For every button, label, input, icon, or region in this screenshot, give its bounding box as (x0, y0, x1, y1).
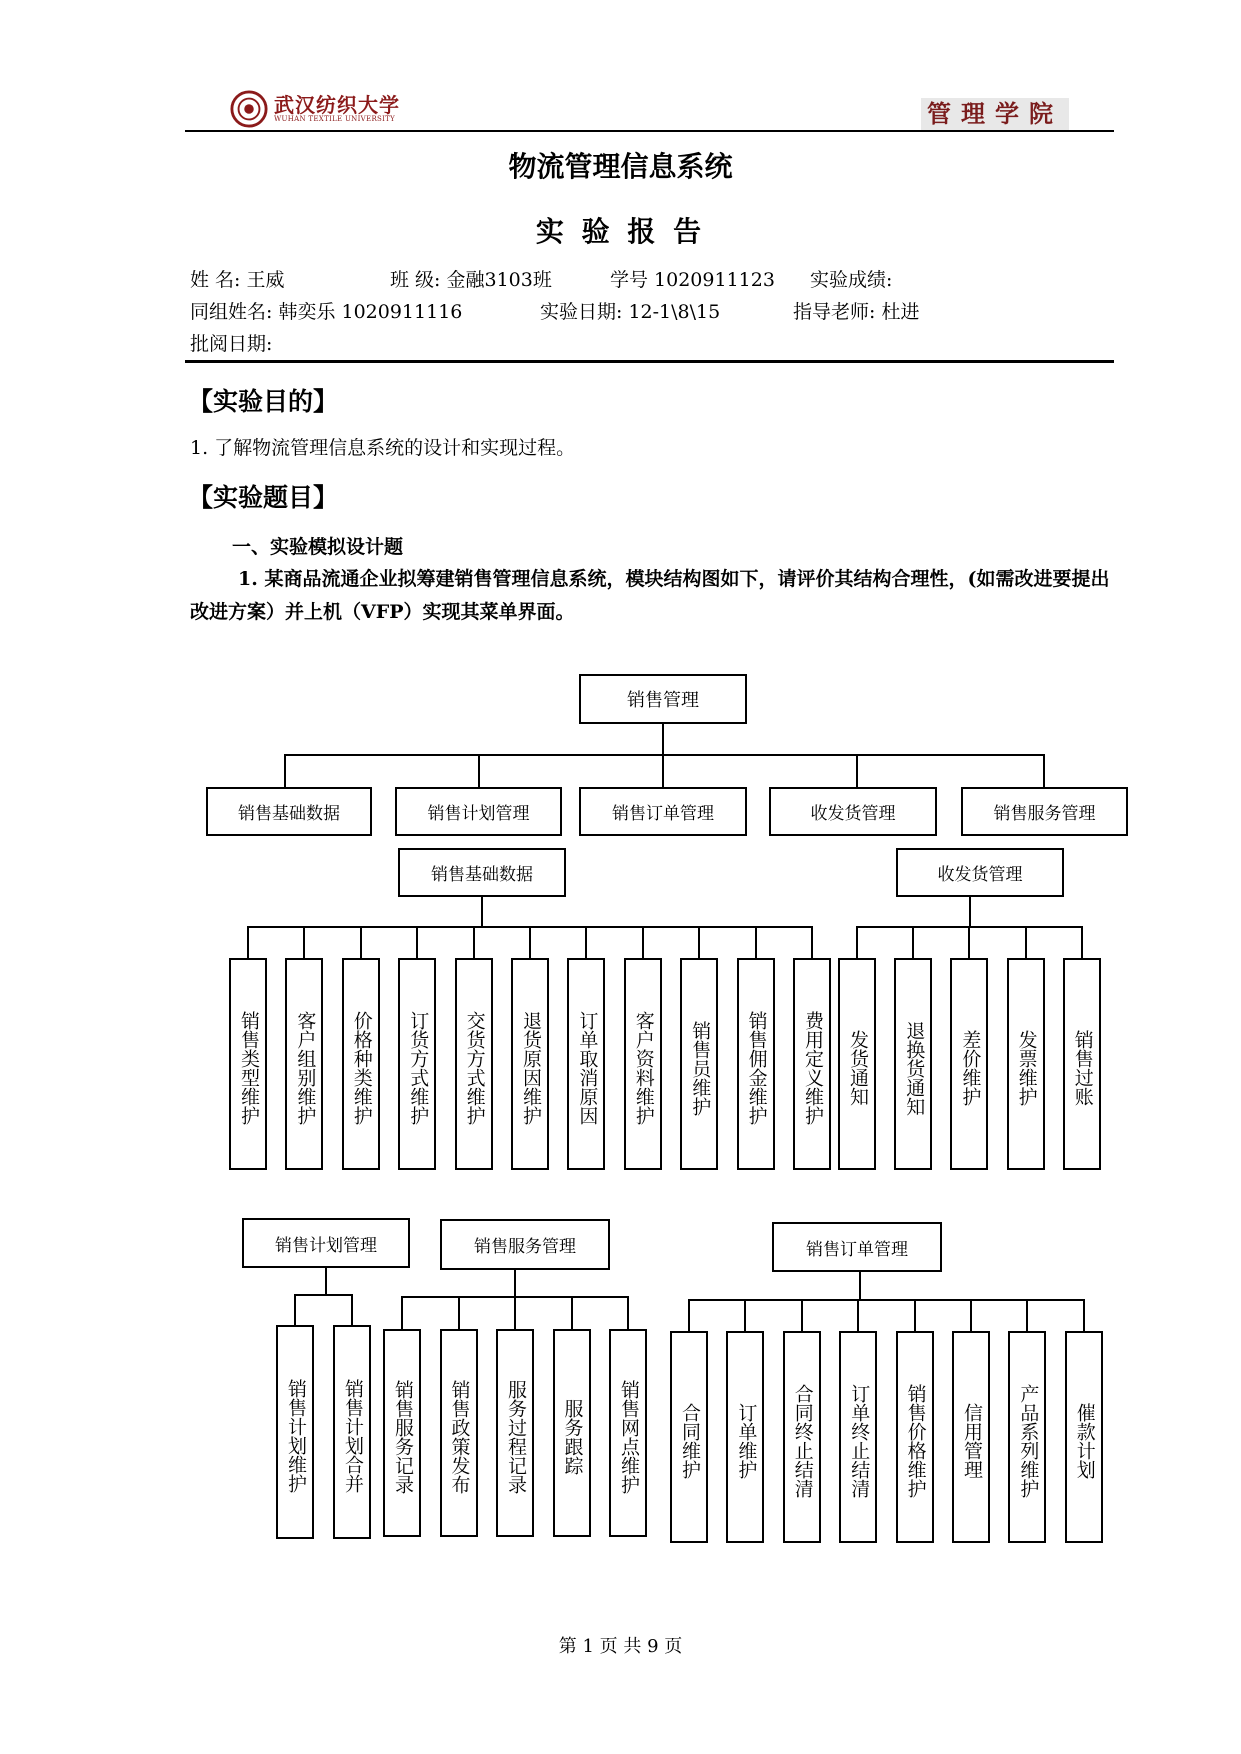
connector-line (360, 926, 362, 958)
basic_data-child-node: 订单取消原因 (567, 958, 605, 1170)
shipping-child-node: 销售过账 (1063, 958, 1101, 1170)
shipping-child-node: 退换货通知 (894, 958, 932, 1170)
connector-line (1026, 1299, 1028, 1331)
experiment-date: 实验日期: 12-1\8\15 (540, 301, 721, 323)
university-name-cn: 武汉纺织大学 (274, 92, 400, 117)
connector-line (627, 1296, 629, 1329)
service-child-node: 销售网点维护 (609, 1329, 647, 1537)
plan-child-node: 销售计划维护 (276, 1325, 314, 1539)
connector-line (856, 926, 858, 958)
basic_data-child-node: 客户组别维护 (285, 958, 323, 1170)
connector-line (688, 1299, 690, 1331)
connector-line (325, 1268, 327, 1295)
connector-line (662, 754, 664, 787)
info-line-2 (190, 297, 919, 324)
basic_data-child-node: 客户资料维护 (624, 958, 662, 1170)
order-child-node: 催款计划 (1065, 1331, 1103, 1543)
connector-line (912, 926, 914, 958)
connector-line (401, 1296, 403, 1329)
connector-line (859, 1272, 861, 1300)
level1-node: 销售服务管理 (961, 787, 1128, 836)
basic_data-child-node: 费用定义维护 (793, 958, 831, 1170)
connector-line (514, 1270, 516, 1297)
connector-line (1083, 1299, 1085, 1331)
info-rule (185, 360, 1114, 363)
service-child-node: 服务过程记录 (496, 1329, 534, 1537)
experiment-score: 实验成绩: (810, 269, 893, 291)
connector-line (662, 724, 664, 755)
university-seal-icon (230, 90, 268, 128)
connector-line (698, 926, 700, 958)
section-purpose-heading: 【实验目的】 (188, 387, 339, 416)
purpose-item: 1. 了解物流管理信息系统的设计和实现过程。 (190, 437, 576, 459)
connector-line (968, 926, 970, 958)
shipping-child-node: 差价维护 (950, 958, 988, 1170)
connector-line (247, 926, 249, 958)
plan-child-node: 销售计划合并 (333, 1325, 371, 1539)
basic_data-child-node: 价格种类维护 (342, 958, 380, 1170)
connector-line (294, 1294, 296, 1325)
connector-line (295, 1294, 353, 1296)
connector-line (416, 926, 418, 958)
plan-node: 销售计划管理 (242, 1218, 410, 1268)
document-subtitle: 实 验 报 告 (535, 215, 706, 248)
group-member: 同组姓名: 韩奕乐 1020911116 (190, 301, 463, 323)
connector-line (1025, 926, 1027, 958)
student-name: 姓 名: 王威 (190, 269, 285, 291)
connector-line (351, 1294, 353, 1325)
connector-line (514, 1296, 516, 1329)
class-name: 班 级: 金融3103班 (390, 269, 552, 291)
section-topic-heading: 【实验题目】 (188, 483, 339, 512)
connector-line (689, 1299, 1084, 1301)
connector-line (914, 1299, 916, 1331)
order-node: 销售订单管理 (772, 1222, 942, 1272)
connector-line (811, 926, 813, 958)
order-child-node: 信用管理 (952, 1331, 990, 1543)
connector-line (284, 754, 1044, 756)
student-id: 学号 1020911123 (610, 269, 775, 291)
service-child-node: 销售服务记录 (383, 1329, 421, 1537)
connector-line (755, 926, 757, 958)
diagram-root-node: 销售管理 (579, 674, 747, 724)
connector-line (473, 926, 475, 958)
connector-line (1043, 754, 1045, 787)
college-name: 管理学院 (921, 98, 1069, 130)
connector-line (970, 1299, 972, 1331)
connector-line (585, 926, 587, 958)
info-line-1 (190, 265, 892, 292)
order-child-node: 订单维护 (726, 1331, 764, 1543)
page-footer: 第 1 页 共 9 页 (558, 1636, 683, 1657)
connector-line (481, 897, 483, 927)
basic_data-child-node: 订货方式维护 (398, 958, 436, 1170)
connector-line (642, 926, 644, 958)
level1-node: 销售订单管理 (579, 787, 747, 836)
connector-line (458, 1296, 460, 1329)
order-child-node: 销售价格维护 (896, 1331, 934, 1543)
connector-line (284, 754, 286, 787)
connector-line (856, 754, 858, 787)
order-child-node: 合同维护 (670, 1331, 708, 1543)
basic_data-child-node: 交货方式维护 (455, 958, 493, 1170)
header-rule (185, 130, 1114, 132)
order-child-node: 合同终止结清 (783, 1331, 821, 1543)
service-node: 销售服务管理 (440, 1219, 610, 1270)
service-child-node: 销售政策发布 (440, 1329, 478, 1537)
basic_data-child-node: 销售佣金维护 (737, 958, 775, 1170)
shipping-child-node: 发票维护 (1007, 958, 1045, 1170)
topic-text: 1. 某商品流通企业拟筹建销售管理信息系统，模块结构图如下，请评价其结构合理性，(如需改进要提出改进方案）并上机（VFP）实现其菜单界面。 (190, 568, 1110, 623)
basic-data-node: 销售基础数据 (398, 848, 566, 897)
connector-line (529, 926, 531, 958)
university-logo (230, 90, 400, 128)
connector-line (857, 1299, 859, 1331)
order-child-node: 订单终止结清 (839, 1331, 877, 1543)
university-name-en: WUHAN TEXTILE UNIVERSITY (274, 114, 396, 123)
connector-line (969, 897, 971, 927)
connector-line (303, 926, 305, 958)
connector-line (571, 1296, 573, 1329)
basic_data-child-node: 退货原因维护 (511, 958, 549, 1170)
topic-heading: 一、实验模拟设计题 (232, 536, 404, 558)
instructor: 指导老师: 杜进 (793, 301, 920, 323)
shipping-node: 收发货管理 (896, 848, 1064, 897)
connector-line (478, 754, 480, 787)
service-child-node: 服务跟踪 (553, 1329, 591, 1537)
basic_data-child-node: 销售员维护 (680, 958, 718, 1170)
level1-node: 销售计划管理 (395, 787, 562, 836)
level1-node: 收发货管理 (769, 787, 937, 836)
connector-line (1081, 926, 1083, 958)
shipping-child-node: 发货通知 (838, 958, 876, 1170)
basic_data-child-node: 销售类型维护 (229, 958, 267, 1170)
connector-line (801, 1299, 803, 1331)
level1-node: 销售基础数据 (206, 787, 372, 836)
review-date: 批阅日期: (190, 333, 273, 355)
order-child-node: 产品系列维护 (1008, 1331, 1046, 1543)
document-title: 物流管理信息系统 (508, 150, 733, 183)
connector-line (744, 1299, 746, 1331)
